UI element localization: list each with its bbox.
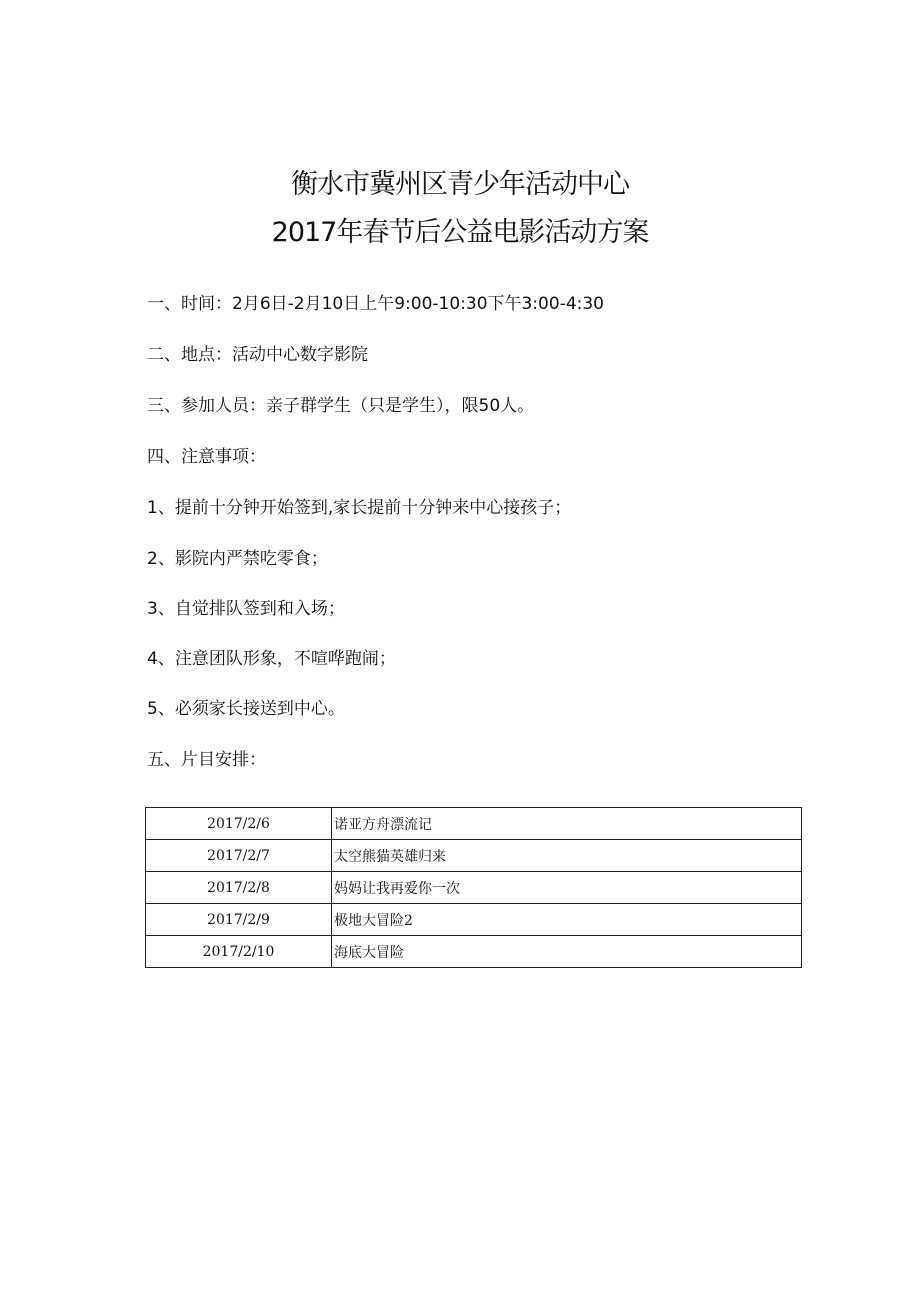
schedule-date: 2017/2/7 bbox=[146, 840, 332, 872]
table-row bbox=[146, 872, 802, 904]
schedule-film: 妈妈让我再爱你一次 bbox=[332, 872, 802, 904]
table-row bbox=[146, 808, 802, 840]
table-row bbox=[146, 840, 802, 872]
note-item-4: 4、注意团队形象，不喧哗跑闹； bbox=[147, 649, 396, 669]
schedule-film: 极地大冒险2 bbox=[332, 904, 802, 936]
table-row bbox=[146, 904, 802, 936]
section-time: 一、时间：2月6日-2月10日上午9:00-10:30下午3:00-4:30 bbox=[147, 294, 604, 314]
section-place: 二、地点：活动中心数字影院 bbox=[147, 345, 368, 365]
schedule-date: 2017/2/6 bbox=[146, 808, 332, 840]
note-item-2: 2、影院内严禁吃零食； bbox=[147, 549, 328, 569]
section-participants: 三、参加人员：亲子群学生（只是学生），限50人。 bbox=[147, 396, 535, 416]
schedule-date: 2017/2/10 bbox=[146, 936, 332, 968]
schedule-table bbox=[145, 807, 802, 968]
schedule-film: 诺亚方舟漂流记 bbox=[332, 808, 802, 840]
schedule-film: 海底大冒险 bbox=[332, 936, 802, 968]
schedule-date: 2017/2/9 bbox=[146, 904, 332, 936]
note-item-3: 3、自觉排队签到和入场； bbox=[147, 599, 345, 619]
schedule-film: 太空熊猫英雄归来 bbox=[332, 840, 802, 872]
table-row bbox=[146, 936, 802, 968]
section-schedule-heading: 五、片目安排： bbox=[147, 750, 266, 770]
note-item-1: 1、提前十分钟开始签到,家长提前十分钟来中心接孩子； bbox=[147, 498, 572, 518]
document-title-line1: 衡水市冀州区青少年活动中心 bbox=[291, 169, 629, 200]
schedule-date: 2017/2/8 bbox=[146, 872, 332, 904]
document-title-line2: 2017年春节后公益电影活动方案 bbox=[271, 217, 649, 248]
note-item-5: 5、必须家长接送到中心。 bbox=[147, 699, 345, 719]
section-notes-heading: 四、注意事项： bbox=[147, 447, 266, 467]
